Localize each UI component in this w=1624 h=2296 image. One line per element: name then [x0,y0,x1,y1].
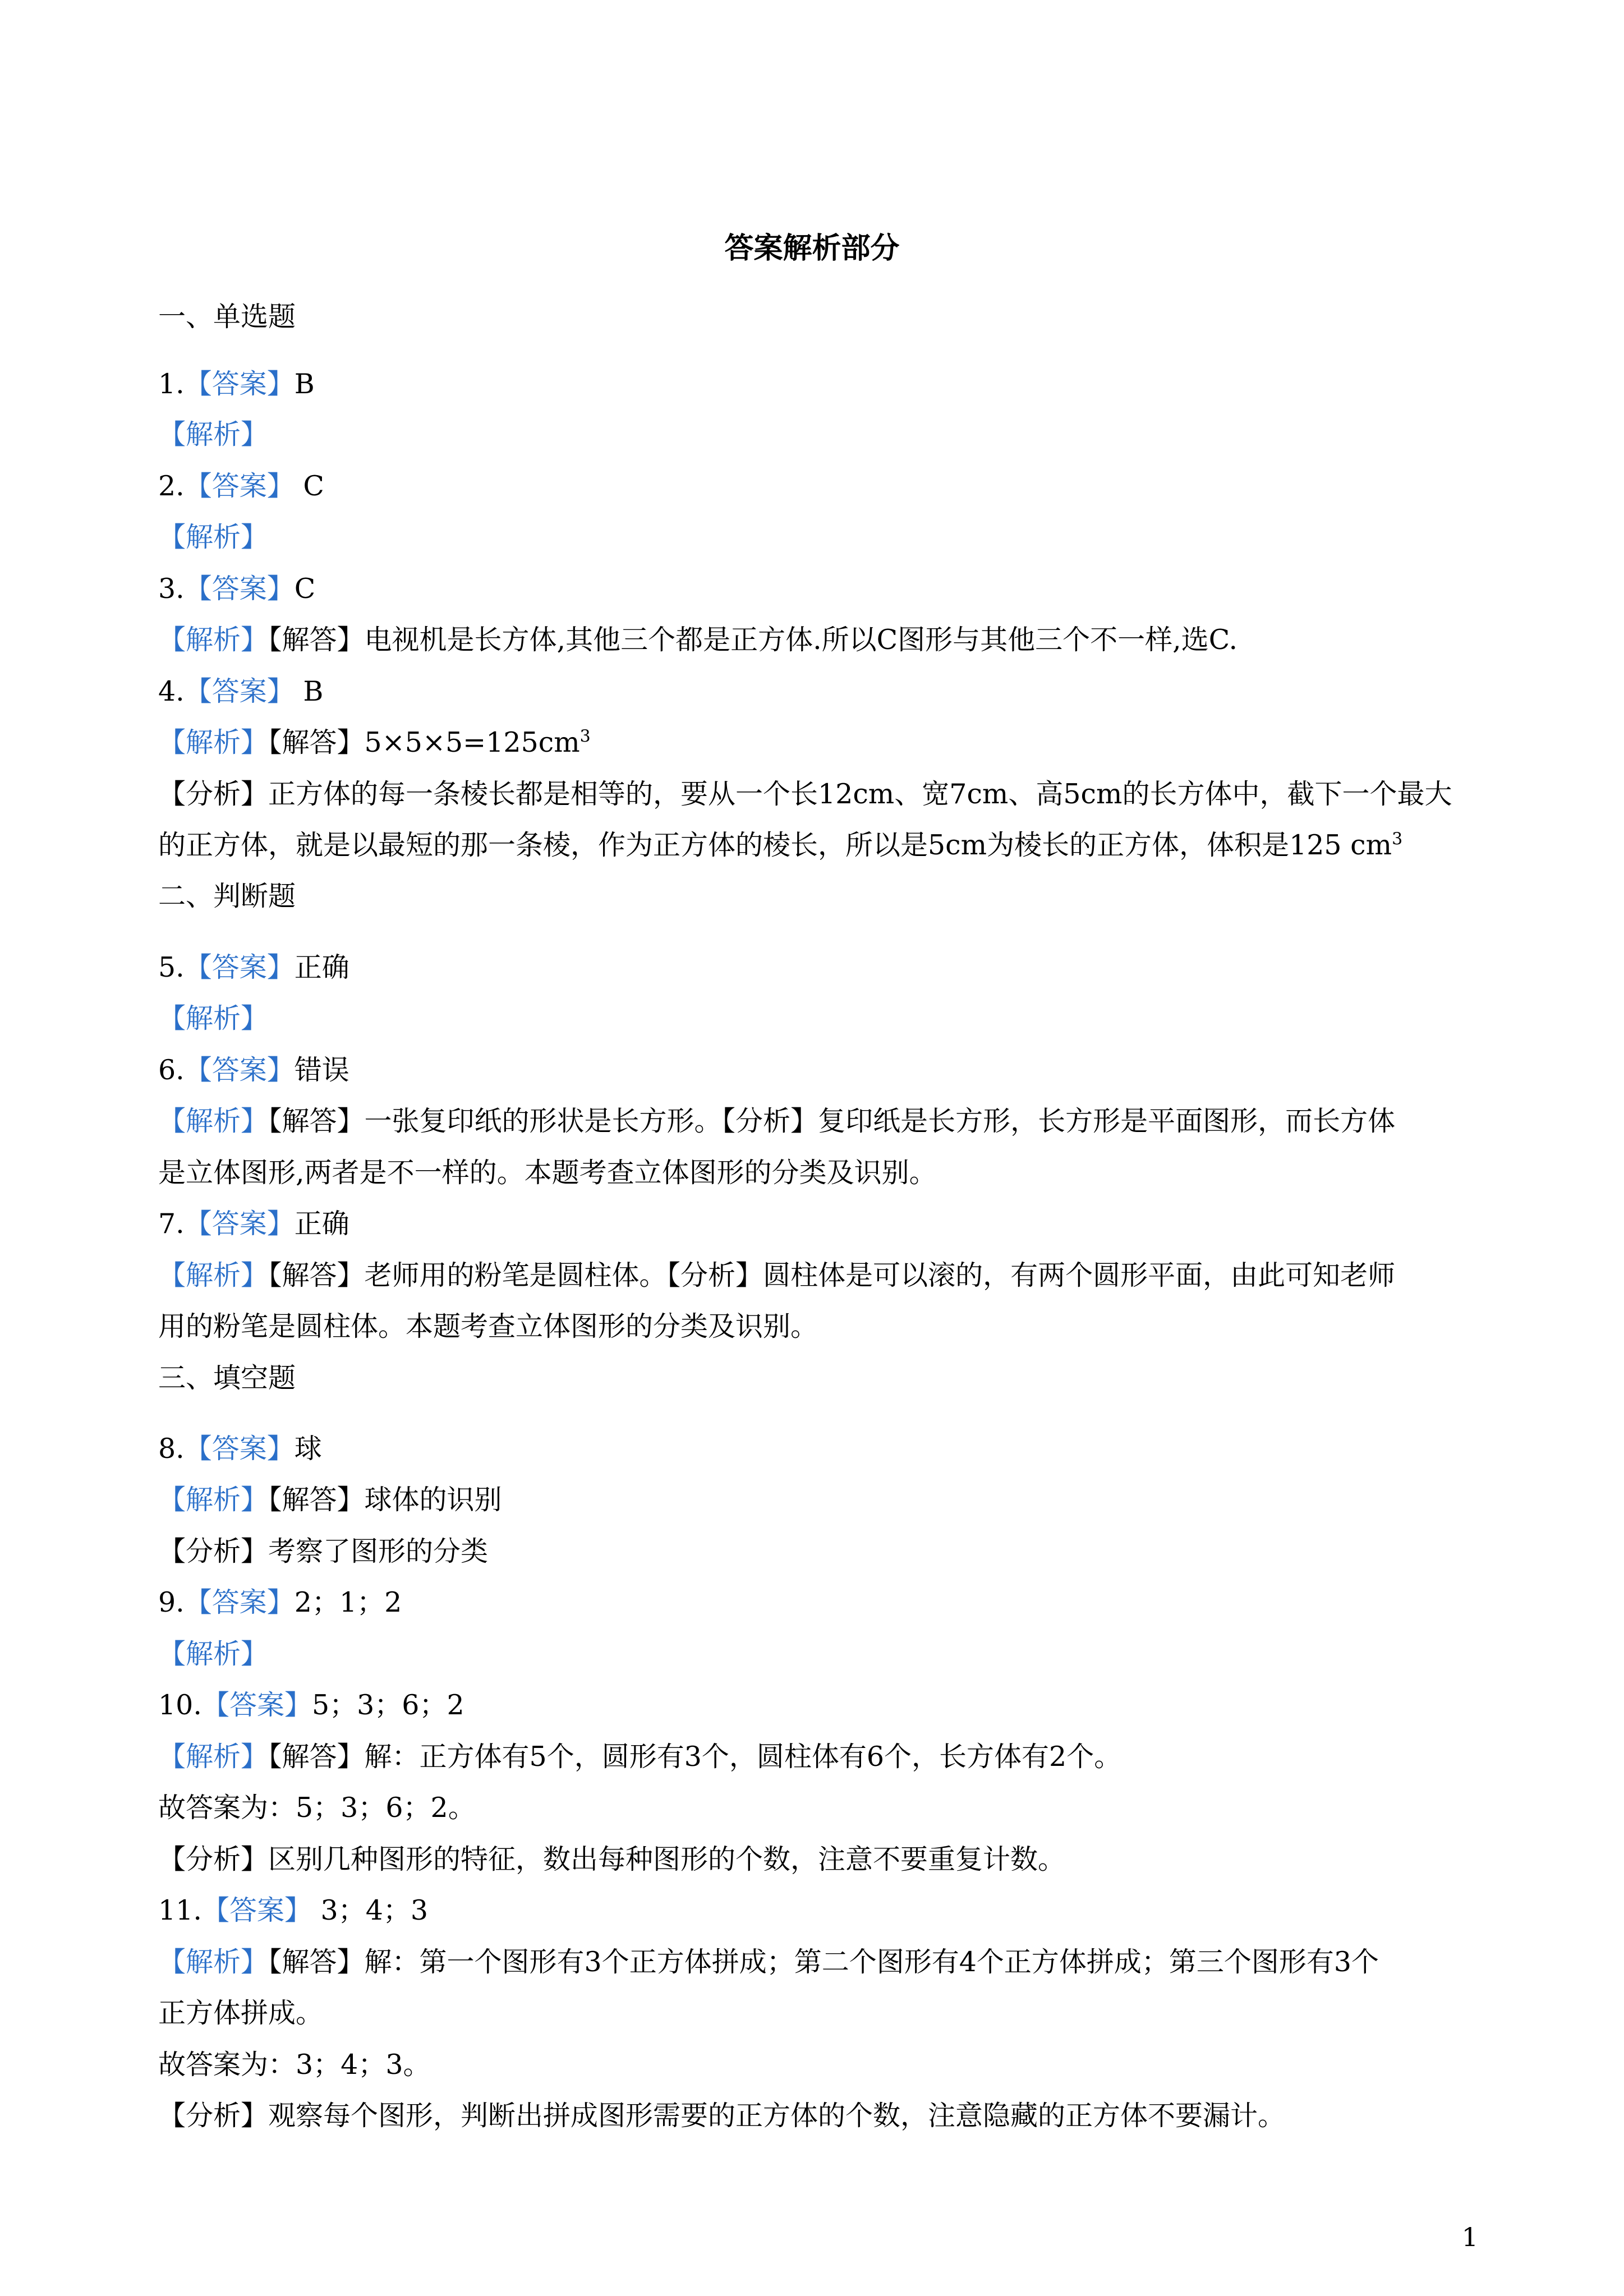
q11-fenxi-line [158,2096,1493,2136]
q5-answer: 正确 [294,951,349,983]
answer-label: 【答案】 [184,675,295,707]
q10-number: 10. [158,1689,202,1721]
q1-number: 1. [158,368,185,400]
q10-fenxi: 区别几种图形的特征，数出每种图形的个数，注意不要重复计数。 [268,1843,1066,1875]
q4-solution: 5×5×5=125cm [364,726,580,758]
q4-fenxi-1: 正方体的每一条棱长都是相等的，要从一个长12cm、宽7cm、高5cm的长方体中，截下一个最大 [268,778,1452,810]
solution-label: 【解答】 [268,1484,365,1516]
q11-fenxi: 观察每个图形，判断出拼成图形需要的正方体的个数，注意隐藏的正方体不要漏计。 [268,2100,1286,2132]
q2-number: 2. [158,470,185,502]
q3-solution: 电视机是长方体,其他三个都是正方体.所以C图形与其他三个不一样,选C. [364,624,1238,656]
page-title: 答案解析部分 [724,231,900,265]
analysis-label: 【解析】 [158,1741,269,1773]
q10-solution: 解：正方体有5个，圆形有3个，圆柱体有6个，长方体有2个。 [364,1741,1122,1773]
q8-number: 8. [158,1433,185,1465]
q4-fenxi-2: 的正方体，就是以最短的那一条棱，作为正方体的棱长，所以是5cm为棱长的正方体，体积是125 cm [158,829,1392,861]
q4-fenxi-line-2 [158,826,1493,865]
section-heading-true-false: 二、判断题 [158,880,296,912]
q11-answer-line [158,1891,1493,1930]
q3-answer: C [294,573,316,605]
q7-answer-line [158,1204,1493,1244]
fenxi-label: 【分析】 [158,778,269,810]
q5-answer-line [158,948,1493,987]
q9-number: 9. [158,1586,185,1618]
q10-analysis-line [158,1737,1493,1777]
q4-fenxi-line [158,775,1493,814]
q5-analysis-line [158,999,1493,1038]
answer-label: 【答案】 [184,368,295,400]
q8-answer-line [158,1429,1493,1469]
q8-analysis-line [158,1480,1493,1520]
q10-answer: 5；3；6；2 [311,1689,464,1721]
q8-answer: 球 [294,1433,322,1465]
fenxi-label: 【分析】 [158,1535,269,1567]
q3-answer-line [158,569,1493,609]
q10-answer-line [158,1686,1493,1725]
solution-label: 【解答】 [268,1105,365,1137]
analysis-label: 【解析】 [158,1946,269,1978]
q11-answer: 3；4；3 [311,1894,429,1926]
q7-answer: 正确 [294,1208,349,1240]
answer-label: 【答案】 [184,1054,295,1086]
q7-fenxi: 圆柱体是可以滚的，有两个圆形平面，由此可知老师 [763,1259,1396,1291]
answer-label: 【答案】 [184,951,295,983]
analysis-label: 【解析】 [158,624,269,656]
q6-analysis-line [158,1102,1493,1141]
q6-fenxi: 复印纸是长方形，长方形是平面图形，而长方体 [818,1105,1396,1137]
answer-label: 【答案】 [184,470,295,502]
q6-answer: 错误 [294,1054,349,1086]
answer-label: 【答案】 [201,1894,312,1926]
q6-number: 6. [158,1054,185,1086]
answer-label: 【答案】 [184,1433,295,1465]
q11-number: 11. [158,1894,202,1926]
q3-number: 3. [158,573,185,605]
solution-label: 【解答】 [268,624,365,656]
q2-answer-line [158,467,1493,506]
q6-analysis-line-2: 是立体图形,两者是不一样的。本题考查立体图形的分类及识别。 [158,1157,937,1189]
q6-solution: 一张复印纸的形状是长方形。 [364,1105,722,1137]
analysis-label: 【解析】 [158,1259,269,1291]
q3-analysis-line [158,620,1493,660]
q2-answer: C [294,470,324,502]
q11-solution: 解：第一个图形有3个正方体拼成；第二个图形有4个正方体拼成；第三个图形有3个 [364,1946,1379,1978]
solution-label: 【解答】 [268,1741,365,1773]
q9-analysis-line [158,1635,1493,1674]
q6-answer-line [158,1051,1493,1090]
q9-answer: 2；1；2 [294,1586,402,1618]
solution-label: 【解答】 [268,1946,365,1978]
q9-answer-line [158,1583,1493,1622]
q8-solution: 球体的识别 [364,1484,502,1516]
q11-analysis-line [158,1943,1493,1982]
q1-answer-line [158,365,1493,404]
q11-analysis-line-2: 正方体拼成。 [158,1997,324,2029]
q2-analysis-line [158,518,1493,557]
analysis-label: 【解析】 [158,521,269,553]
fenxi-label: 【分析】 [158,1843,269,1875]
fenxi-label: 【分析】 [158,2100,269,2132]
q4-answer-line [158,672,1493,711]
q8-fenxi-line [158,1532,1493,1571]
q7-solution: 老师用的粉笔是圆柱体。 [364,1259,667,1291]
answer-label: 【答案】 [184,1586,295,1618]
analysis-label: 【解析】 [158,418,269,450]
section-heading-fill-in: 三、填空题 [158,1362,296,1394]
answer-label: 【答案】 [184,573,295,605]
q7-analysis-line [158,1256,1493,1295]
q7-analysis-line-2: 用的粉笔是圆柱体。本题考查立体图形的分类及识别。 [158,1310,818,1342]
analysis-label: 【解析】 [158,1484,269,1516]
analysis-label: 【解析】 [158,1638,269,1670]
superscript: 3 [579,726,591,747]
superscript: 3 [1392,829,1403,849]
q1-analysis-line [158,415,1493,454]
analysis-label: 【解析】 [158,726,269,758]
answer-label: 【答案】 [184,1208,295,1240]
q4-number: 4. [158,675,185,707]
q10-fenxi-line [158,1840,1493,1879]
q4-answer: B [294,675,324,707]
q5-number: 5. [158,951,185,983]
analysis-label: 【解析】 [158,1002,269,1034]
q1-answer: B [294,368,315,400]
q8-fenxi: 考察了图形的分类 [268,1535,489,1567]
fenxi-label: 【分析】 [666,1259,763,1291]
solution-label: 【解答】 [268,726,365,758]
q11-final-answer: 故答案为：3；4；3。 [158,2049,431,2081]
analysis-label: 【解析】 [158,1105,269,1137]
solution-label: 【解答】 [268,1259,365,1291]
q7-number: 7. [158,1208,185,1240]
page-number: 1 [1461,2222,1478,2252]
fenxi-label: 【分析】 [721,1105,818,1137]
q10-final-answer: 故答案为：5；3；6；2。 [158,1792,476,1824]
section-heading-single-choice: 一、单选题 [158,301,296,333]
q4-analysis-line [158,723,1493,762]
answer-label: 【答案】 [201,1689,312,1721]
